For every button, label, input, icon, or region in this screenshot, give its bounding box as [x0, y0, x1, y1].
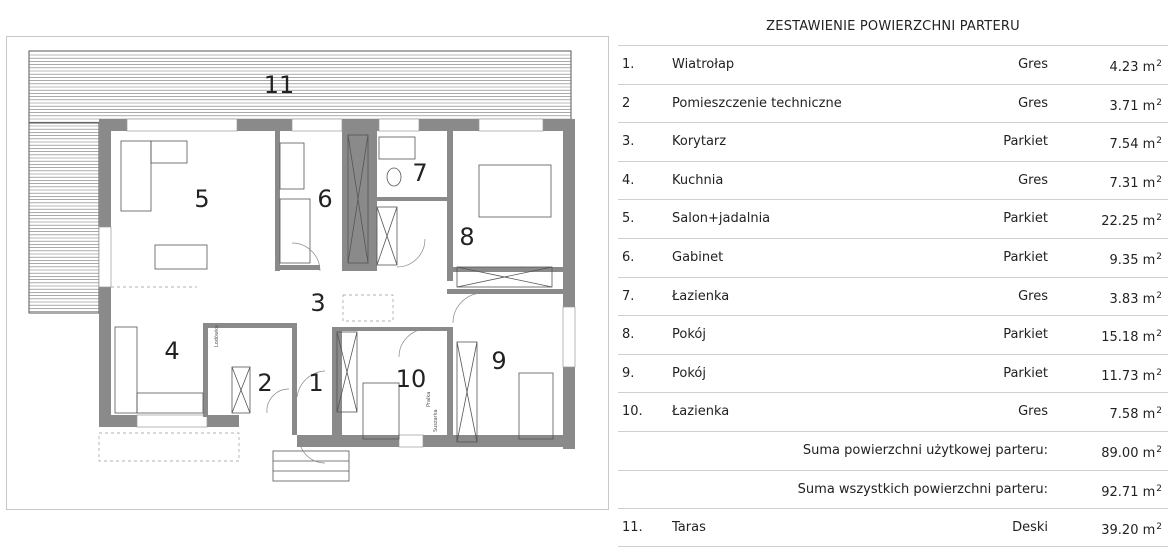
- room-number: 2: [622, 95, 631, 111]
- area-value: 7.31 $m^2$: [1109, 174, 1162, 191]
- room-label-11: 11: [263, 71, 295, 99]
- table-row: [618, 161, 1168, 200]
- room-label-10: 10: [395, 365, 427, 393]
- table-row: [618, 392, 1168, 431]
- room-name: Kuchnia: [672, 172, 724, 188]
- room-name: Gabinet: [672, 249, 724, 265]
- room-label-4: 4: [164, 337, 180, 365]
- area-value: 15.18 $m^2$: [1101, 329, 1162, 346]
- area-value: 9.35 $m^2$: [1109, 251, 1162, 268]
- table-title: ZESTAWIENIE POWIERZCHNI PARTERU: [766, 19, 1020, 34]
- area-value: 39.20 $m^2$: [1101, 522, 1162, 539]
- area-value: 4.23 $m^2$: [1109, 59, 1162, 75]
- room-number: 4.: [622, 172, 635, 188]
- room-name: Salon+jadalnia: [672, 211, 771, 227]
- room-name: Łazienka: [672, 404, 730, 420]
- sum-usable-row: [618, 431, 1168, 470]
- floor-finish: Parkiet: [1003, 365, 1048, 381]
- label-dryer: Suszarka: [433, 409, 439, 432]
- room-label-3: 3: [310, 289, 326, 317]
- terrace-row: [618, 508, 1168, 547]
- room-number: 3.: [622, 134, 635, 150]
- area-value: 92.71 $m^2$: [1101, 483, 1162, 500]
- table-row: [618, 45, 1168, 84]
- floor-finish: Gres: [1018, 172, 1048, 188]
- sum-label: Suma wszystkich powierzchni parteru:: [797, 481, 1048, 497]
- floor-finish: Gres: [1018, 57, 1048, 72]
- floor-finish: Parkiet: [1003, 327, 1048, 343]
- floor-finish: Parkiet: [1003, 249, 1048, 265]
- area-table: [618, 45, 1168, 547]
- floor-finish: Parkiet: [1003, 134, 1048, 150]
- table-row: [618, 84, 1168, 123]
- floor-finish: Gres: [1018, 404, 1048, 420]
- table-row: [618, 315, 1168, 354]
- table-row: [618, 122, 1168, 161]
- room-number: 6.: [622, 249, 635, 265]
- room-number: 5.: [622, 211, 635, 227]
- inner-walls: [203, 131, 563, 445]
- floor-finish: Gres: [1018, 95, 1048, 111]
- table-row: [618, 199, 1168, 238]
- room-label-2: 2: [257, 369, 273, 397]
- room-label-8: 8: [459, 223, 475, 251]
- floor-plan-drawing: [7, 37, 610, 511]
- room-name: Pokój: [672, 327, 706, 343]
- room-number: 1.: [622, 57, 635, 72]
- room-name: Taras: [672, 520, 706, 536]
- floor-plan: [6, 36, 609, 510]
- room-label-1: 1: [308, 369, 324, 397]
- area-value: 22.25 $m^2$: [1101, 213, 1162, 230]
- area-value: 11.73 $m^2$: [1101, 367, 1162, 384]
- room-label-6: 6: [317, 185, 333, 213]
- room-name: Wiatrołap: [672, 57, 735, 72]
- room-number: 11.: [622, 520, 643, 536]
- sum-label: Suma powierzchni użytkowej parteru:: [802, 442, 1048, 458]
- area-value: 89.00 $m^2$: [1101, 444, 1162, 461]
- room-name: Pokój: [672, 365, 706, 381]
- room-name: Pomieszczenie techniczne: [672, 95, 842, 111]
- table-row: [618, 354, 1168, 393]
- area-value: 3.83 $m^2$: [1109, 290, 1162, 307]
- room-number: 10.: [622, 404, 643, 420]
- room-label-5: 5: [194, 185, 210, 213]
- room-label-9: 9: [491, 347, 507, 375]
- room-name: Łazienka: [672, 288, 730, 304]
- label-fridge: Lodówka: [214, 325, 220, 347]
- room-name: Korytarz: [672, 134, 727, 150]
- area-value: 7.54 $m^2$: [1109, 136, 1162, 153]
- floor-finish: Parkiet: [1003, 211, 1048, 227]
- dashed-lines: [99, 287, 393, 461]
- area-value: 7.58 $m^2$: [1109, 406, 1162, 423]
- room-number: 8.: [622, 327, 635, 343]
- sum-total-row: [618, 470, 1168, 509]
- room-number: 9.: [622, 365, 635, 381]
- area-value: 3.71 $m^2$: [1109, 97, 1162, 114]
- floor-finish: Gres: [1018, 288, 1048, 304]
- table-row: [618, 238, 1168, 277]
- room-label-7: 7: [412, 159, 428, 187]
- room-number: 7.: [622, 288, 635, 304]
- label-washer: Pralka: [426, 391, 432, 407]
- table-row: [618, 277, 1168, 316]
- floor-finish: Deski: [1012, 520, 1048, 536]
